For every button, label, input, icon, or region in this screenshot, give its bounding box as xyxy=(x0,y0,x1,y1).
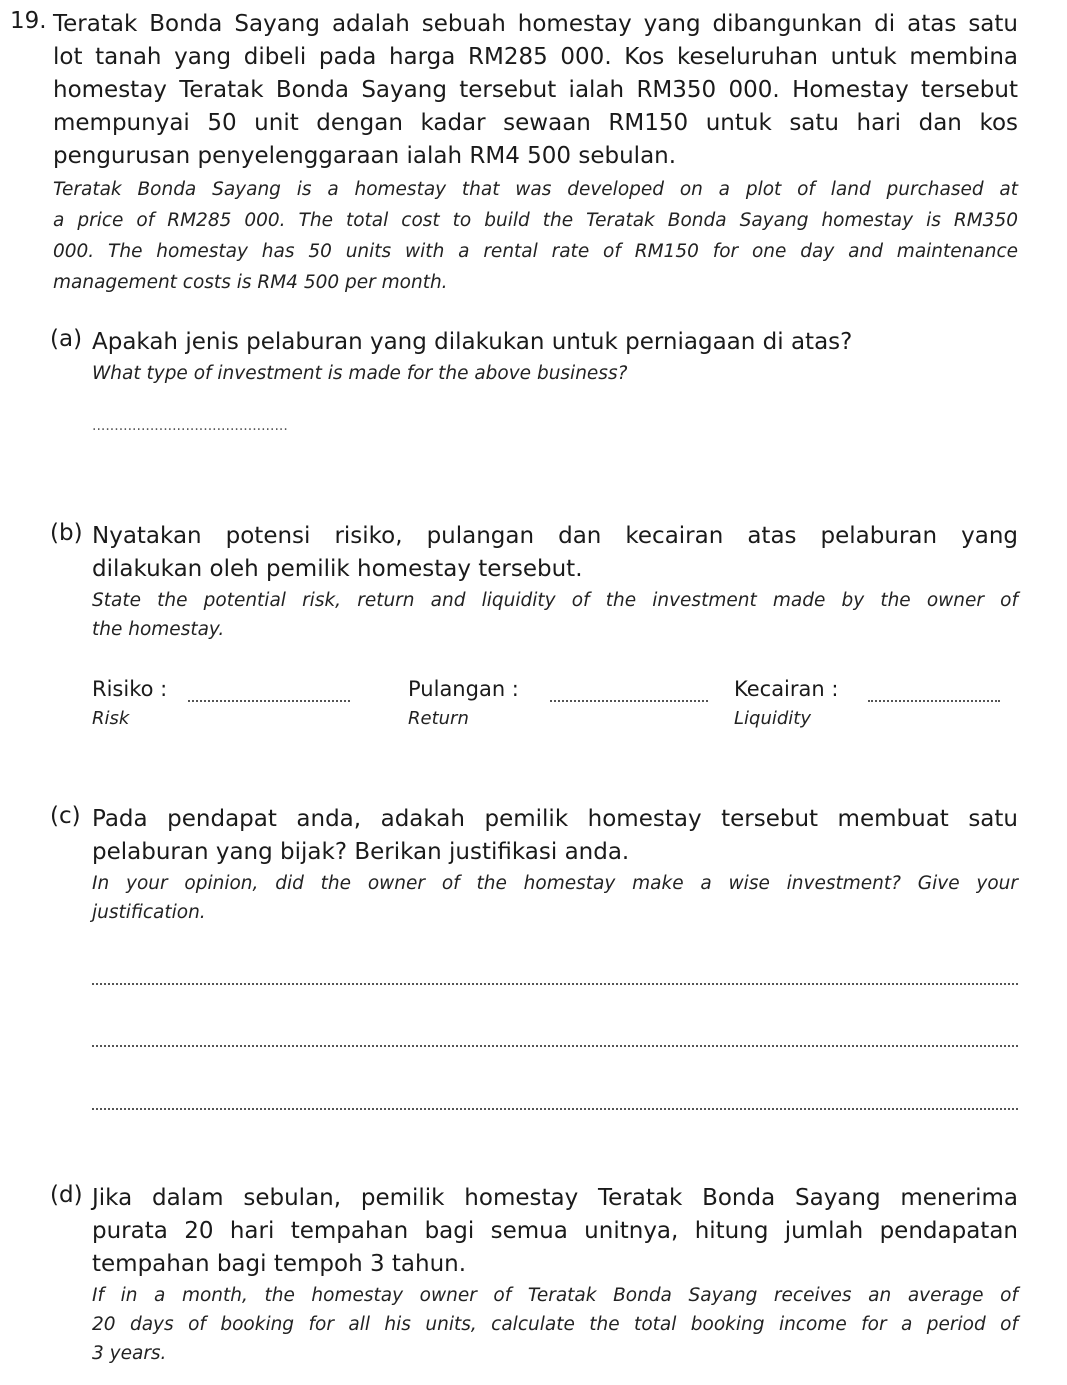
part-d-label: (d) xyxy=(50,1182,83,1208)
intro-en-line: Teratak Bonda Sayang is a homestay that was developed on a plot of land purchased at xyxy=(53,179,1018,200)
part-a-answer-line[interactable]: ............................................ xyxy=(92,418,288,434)
part-b-label: (b) xyxy=(50,520,83,546)
part-d-ms-line: tempahan bagi tempoh 3 tahun. xyxy=(92,1251,467,1277)
part-b-ms-line: dilakukan oleh pemilik homestay tersebut. xyxy=(92,556,583,582)
part-c-label: (c) xyxy=(50,803,81,829)
risk-answer-line[interactable] xyxy=(188,700,350,702)
part-d-en-line: 20 days of booking for all his units, calculate the total booking income for a period of xyxy=(92,1314,1018,1335)
liquidity-answer-line[interactable] xyxy=(868,700,1000,702)
part-c-en-line: justification. xyxy=(92,902,206,923)
part-c-answer-line-3[interactable] xyxy=(92,1108,1018,1110)
part-c-question xyxy=(92,803,1018,927)
risk-label: Risiko : xyxy=(92,677,168,701)
part-c-answer-line-2[interactable] xyxy=(92,1045,1018,1047)
return-label: Pulangan : xyxy=(408,677,519,701)
part-a-label: (a) xyxy=(50,326,83,352)
intro-ms-line: homestay Teratak Bonda Sayang tersebut ialah RM350 000. Homestay tersebut xyxy=(53,77,1018,103)
part-b-question xyxy=(92,520,1018,644)
part-c-en-line: In your opinion, did the owner of the homestay make a wise investment? Give your xyxy=(92,873,1018,894)
liquidity-label: Kecairan : xyxy=(734,677,839,701)
intro-en-line: management costs is RM4 500 per month. xyxy=(53,272,448,293)
part-c-ms-line: Pada pendapat anda, adakah pemilik homestay tersebut membuat satu xyxy=(92,806,1018,832)
question-intro xyxy=(53,8,1018,297)
part-b-en-line: the homestay. xyxy=(92,619,225,640)
part-d-ms-line: Jika dalam sebulan, pemilik homestay Teratak Bonda Sayang menerima xyxy=(92,1185,1018,1211)
part-d-question xyxy=(92,1182,1018,1368)
part-c-answer-line-1[interactable] xyxy=(92,983,1018,985)
part-c-ms-line: pelaburan yang bijak? Berikan justifikasi anda. xyxy=(92,839,630,865)
part-a-ms: Apakah jenis pelaburan yang dilakukan untuk perniagaan di atas? xyxy=(92,329,853,355)
return-answer-line[interactable] xyxy=(550,700,708,702)
liquidity-label-en: Liquidity xyxy=(734,708,812,729)
intro-ms-line: mempunyai 50 unit dengan kadar sewaan RM150 untuk satu hari dan kos xyxy=(53,110,1018,136)
part-d-ms-line: purata 20 hari tempahan bagi semua unitnya, hitung jumlah pendapatan xyxy=(92,1218,1018,1244)
intro-ms-line: pengurusan penyelenggaraan ialah RM4 500 sebulan. xyxy=(53,143,677,169)
risk-label-en: Risk xyxy=(92,708,130,729)
part-d-en-line: 3 years. xyxy=(92,1343,167,1364)
return-label-en: Return xyxy=(408,708,469,729)
part-a-en: What type of investment is made for the above business? xyxy=(92,363,628,384)
intro-ms-line: lot tanah yang dibeli pada harga RM285 000. Kos keseluruhan untuk membina xyxy=(53,44,1018,70)
part-a-question xyxy=(92,326,1018,388)
part-b-en-line: State the potential risk, return and liquidity of the investment made by the owner of xyxy=(92,590,1018,611)
intro-en-line: a price of RM285 000. The total cost to build the Teratak Bonda Sayang homestay is RM350 xyxy=(53,210,1018,231)
part-b-ms-line: Nyatakan potensi risiko, pulangan dan kecairan atas pelaburan yang xyxy=(92,523,1018,549)
intro-ms-line: Teratak Bonda Sayang adalah sebuah homestay yang dibangunkan di atas satu xyxy=(53,11,1018,37)
part-d-en-line: If in a month, the homestay owner of Teratak Bonda Sayang receives an average of xyxy=(92,1285,1018,1306)
question-number: 19. xyxy=(10,8,47,34)
intro-en-line: 000. The homestay has 50 units with a rental rate of RM150 for one day and maintenance xyxy=(53,241,1018,262)
